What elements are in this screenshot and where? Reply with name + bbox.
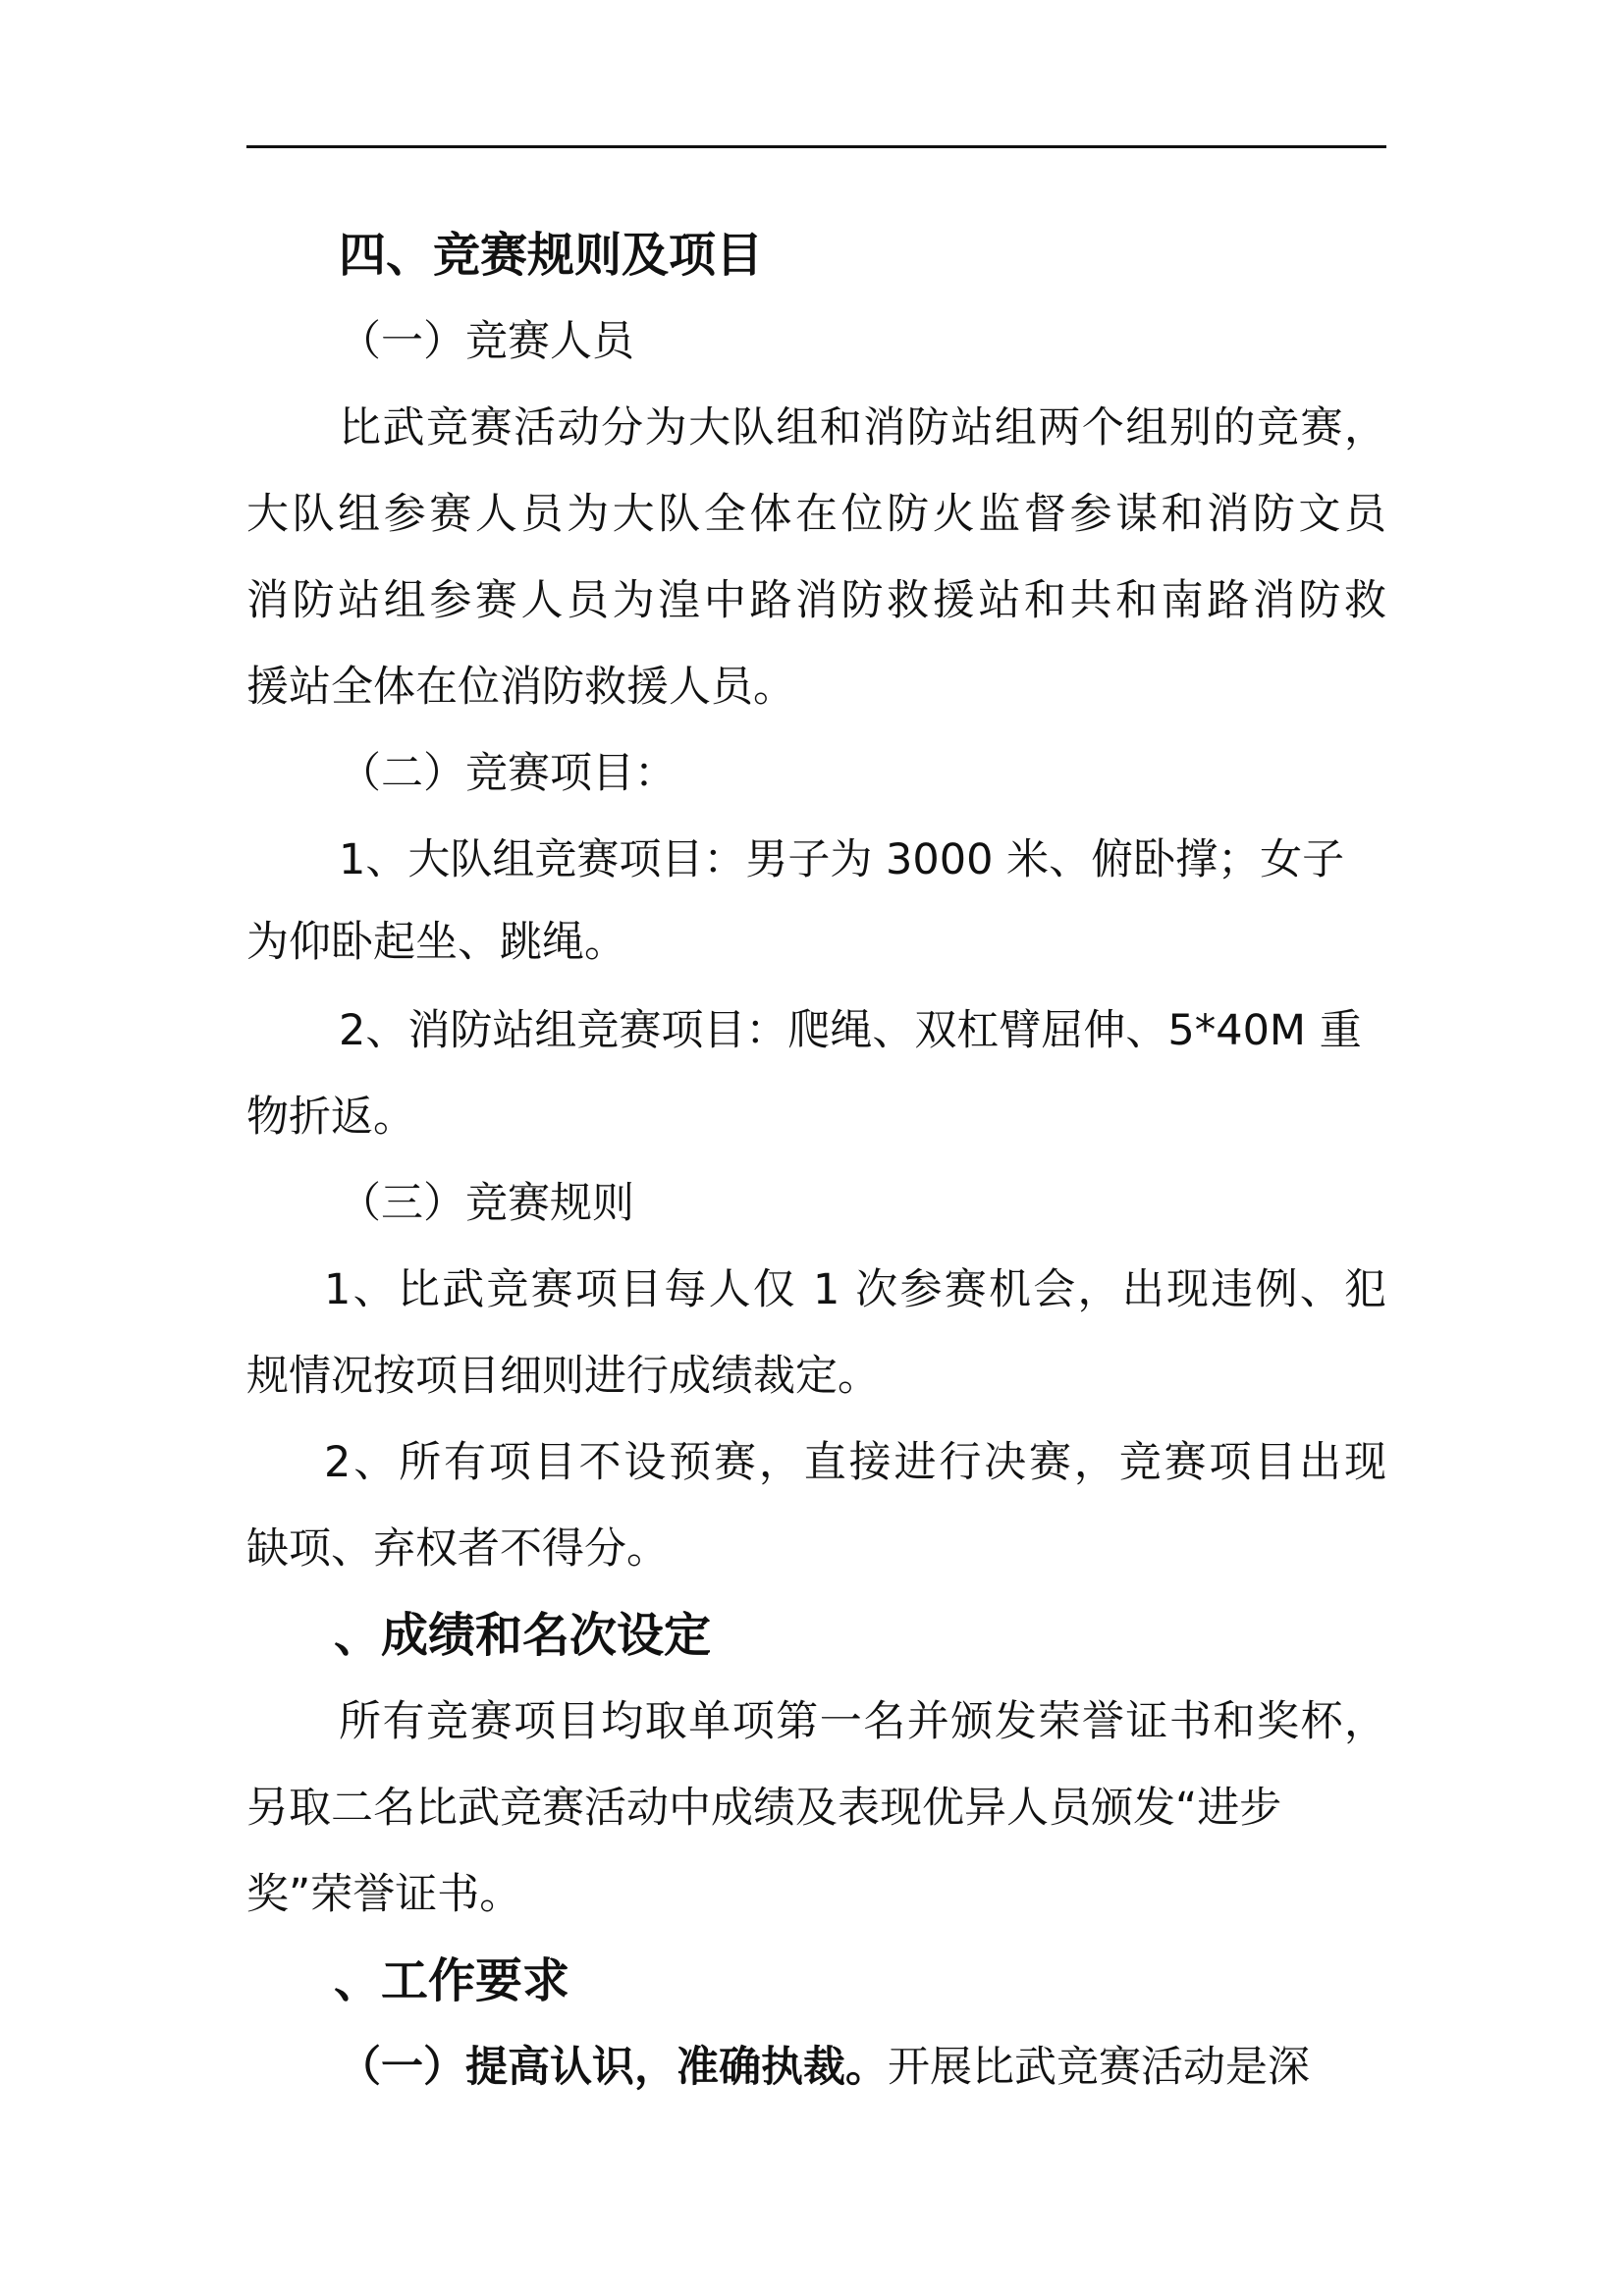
paragraph-line: 比武竞赛活动分为大队组和消防站组两个组别的竞赛，	[339, 403, 1386, 453]
section-heading-results: 、成绩和名次设定	[334, 1608, 712, 1663]
subheading-rules: （三）竞赛规则	[339, 1179, 634, 1228]
paragraph-line: 所有竞赛项目均取单项第一名并颁发荣誉证书和奖杯，	[339, 1697, 1386, 1746]
subheading-events: （二）竞赛项目：	[339, 749, 677, 798]
section-heading-requirements: 、工作要求	[334, 1953, 570, 2008]
paragraph-line: 另取二名比武竞赛活动中成绩及表现优异人员颁发“进步	[246, 1784, 1282, 1833]
paragraph-continuation: 开展比武竞赛活动是深	[888, 2043, 1310, 2092]
paragraph-line: 大队组参赛人员为大队全体在位防火监督参谋和消防文员	[246, 490, 1386, 539]
subheading-participants: （一）竞赛人员	[339, 317, 634, 366]
paragraph-line: 2、所有项目不设预赛，直接进行决赛，竞赛项目出现	[324, 1438, 1386, 1487]
paragraph-line: 1、比武竞赛项目每人仅 1 次参赛机会，出现违例、犯	[324, 1265, 1386, 1314]
paragraph-line: 物折返。	[246, 1093, 415, 1142]
section-heading-4: 四、竞赛规则及项目	[339, 228, 764, 283]
paragraph-line: 为仰卧起坐、跳绳。	[246, 918, 626, 967]
paragraph-line: 奖”荣誉证书。	[246, 1870, 522, 1919]
paragraph-line: 缺项、弃权者不得分。	[246, 1524, 669, 1574]
paragraph-line: 援站全体在位消防救援人员。	[246, 663, 795, 712]
bold-lead-phrase: （一）提高认识，准确执裁。	[339, 2043, 888, 2092]
paragraph-line: 规情况按项目细则进行成绩裁定。	[246, 1352, 880, 1401]
paragraph-line: 消防站组参赛人员为湟中路消防救援站和共和南路消防救	[246, 576, 1386, 625]
header-rule	[246, 145, 1386, 148]
paragraph-line: 1、大队组竞赛项目：男子为 3000 米、俯卧撑；女子	[339, 835, 1345, 884]
paragraph-line	[339, 2038, 1479, 2097]
paragraph-line: 2、消防站组竞赛项目：爬绳、双杠臂屈伸、5*40M 重	[339, 1006, 1362, 1055]
